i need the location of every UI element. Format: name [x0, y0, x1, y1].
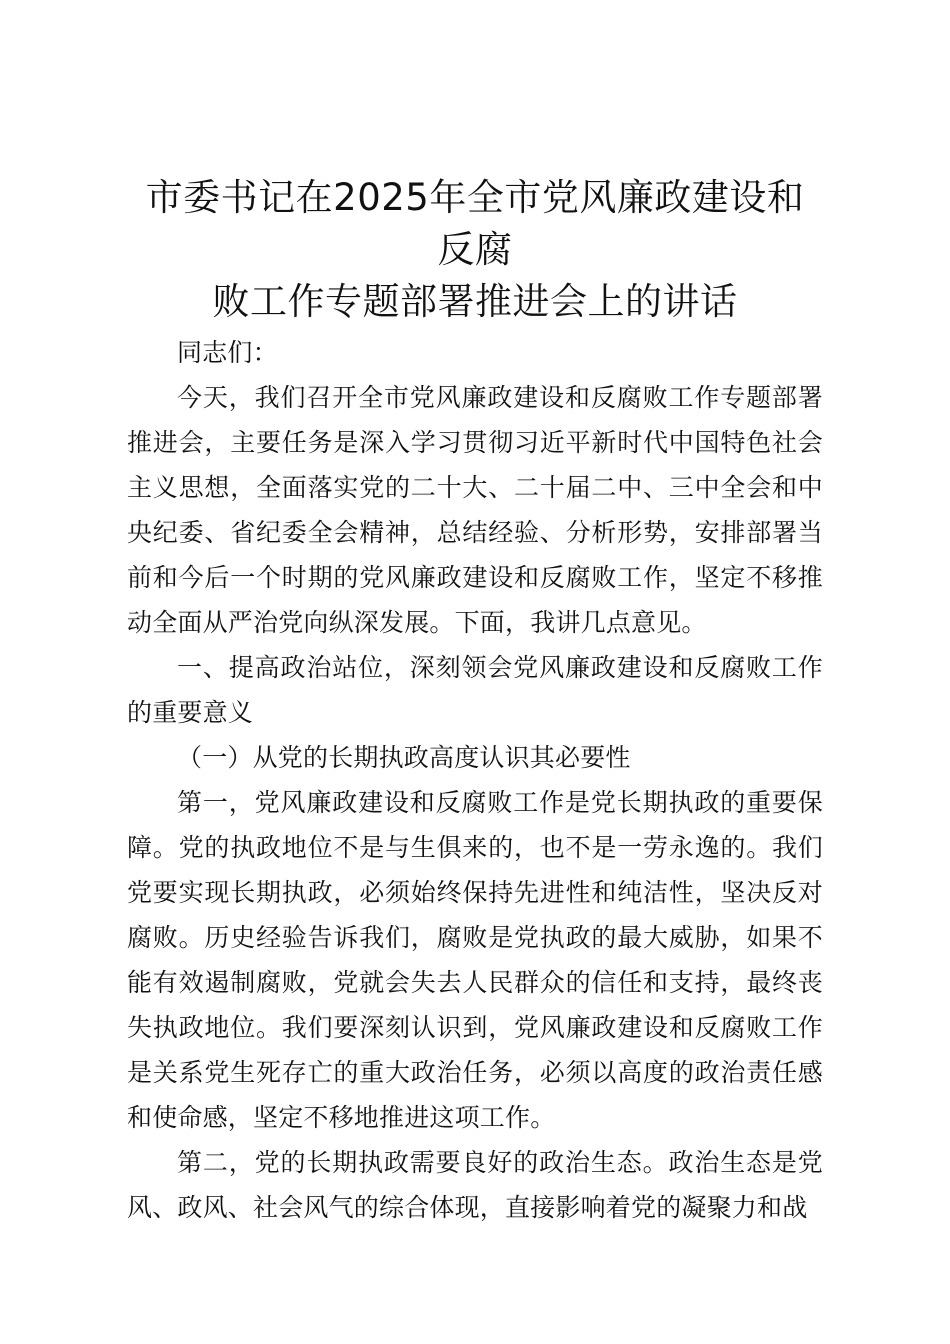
paragraph-first-point: 第一，党风廉政建设和反腐败工作是党长期执政的重要保障。党的执政地位不是与生俱来的，也不是一劳永逸的。我们党要实现长期执政，必须始终保持先进性和纯洁性，坚决反对腐败。历史经验告诉我们，腐败是党执政的最大威胁，如果不能有效遏制腐败，党就会失去人民群众的信任和支持，最终丧失执政地位。我们要深刻认识到，党风廉政建设和反腐败工作是关系党生死存亡的重大政治任务，必须以高度的政治责任感和使命感，坚定不移地推进这项工作。 [127, 788, 823, 1132]
subsection-heading-1: （一）从党的长期执政高度认识其必要性 [177, 743, 631, 772]
section-heading-1: 一、提高政治站位，深刻领会党风廉政建设和反腐败工作的重要意义 [127, 653, 823, 727]
paragraph-opening: 今天，我们召开全市党风廉政建设和反腐败工作专题部署推进会，主要任务是深入学习贯彻习近平新时代中国特色社会主义思想，全面落实党的二十大、二十届二中、三中全会和中央纪委、省纪委全会精神，总结经验、分析形势，安排部署当前和今后一个时期的党风廉政建设和反腐败工作，坚定不移推动全面从严治党向纵深发展。下面，我讲几点意见。 [127, 383, 823, 637]
title-line-2: 败工作专题部署推进会上的讲话 [212, 280, 738, 323]
title-line-1: 市委书记在2025年全市党风廉政建设和反腐 [145, 176, 805, 271]
salutation: 同志们： [177, 338, 278, 367]
document-title [127, 172, 823, 328]
paragraph-second-point: 第二，党的长期执政需要良好的政治生态。政治生态是党风、政风、社会风气的综合体现，直接影响着党的凝聚力和战 [127, 1148, 823, 1222]
document-body [127, 172, 823, 1230]
